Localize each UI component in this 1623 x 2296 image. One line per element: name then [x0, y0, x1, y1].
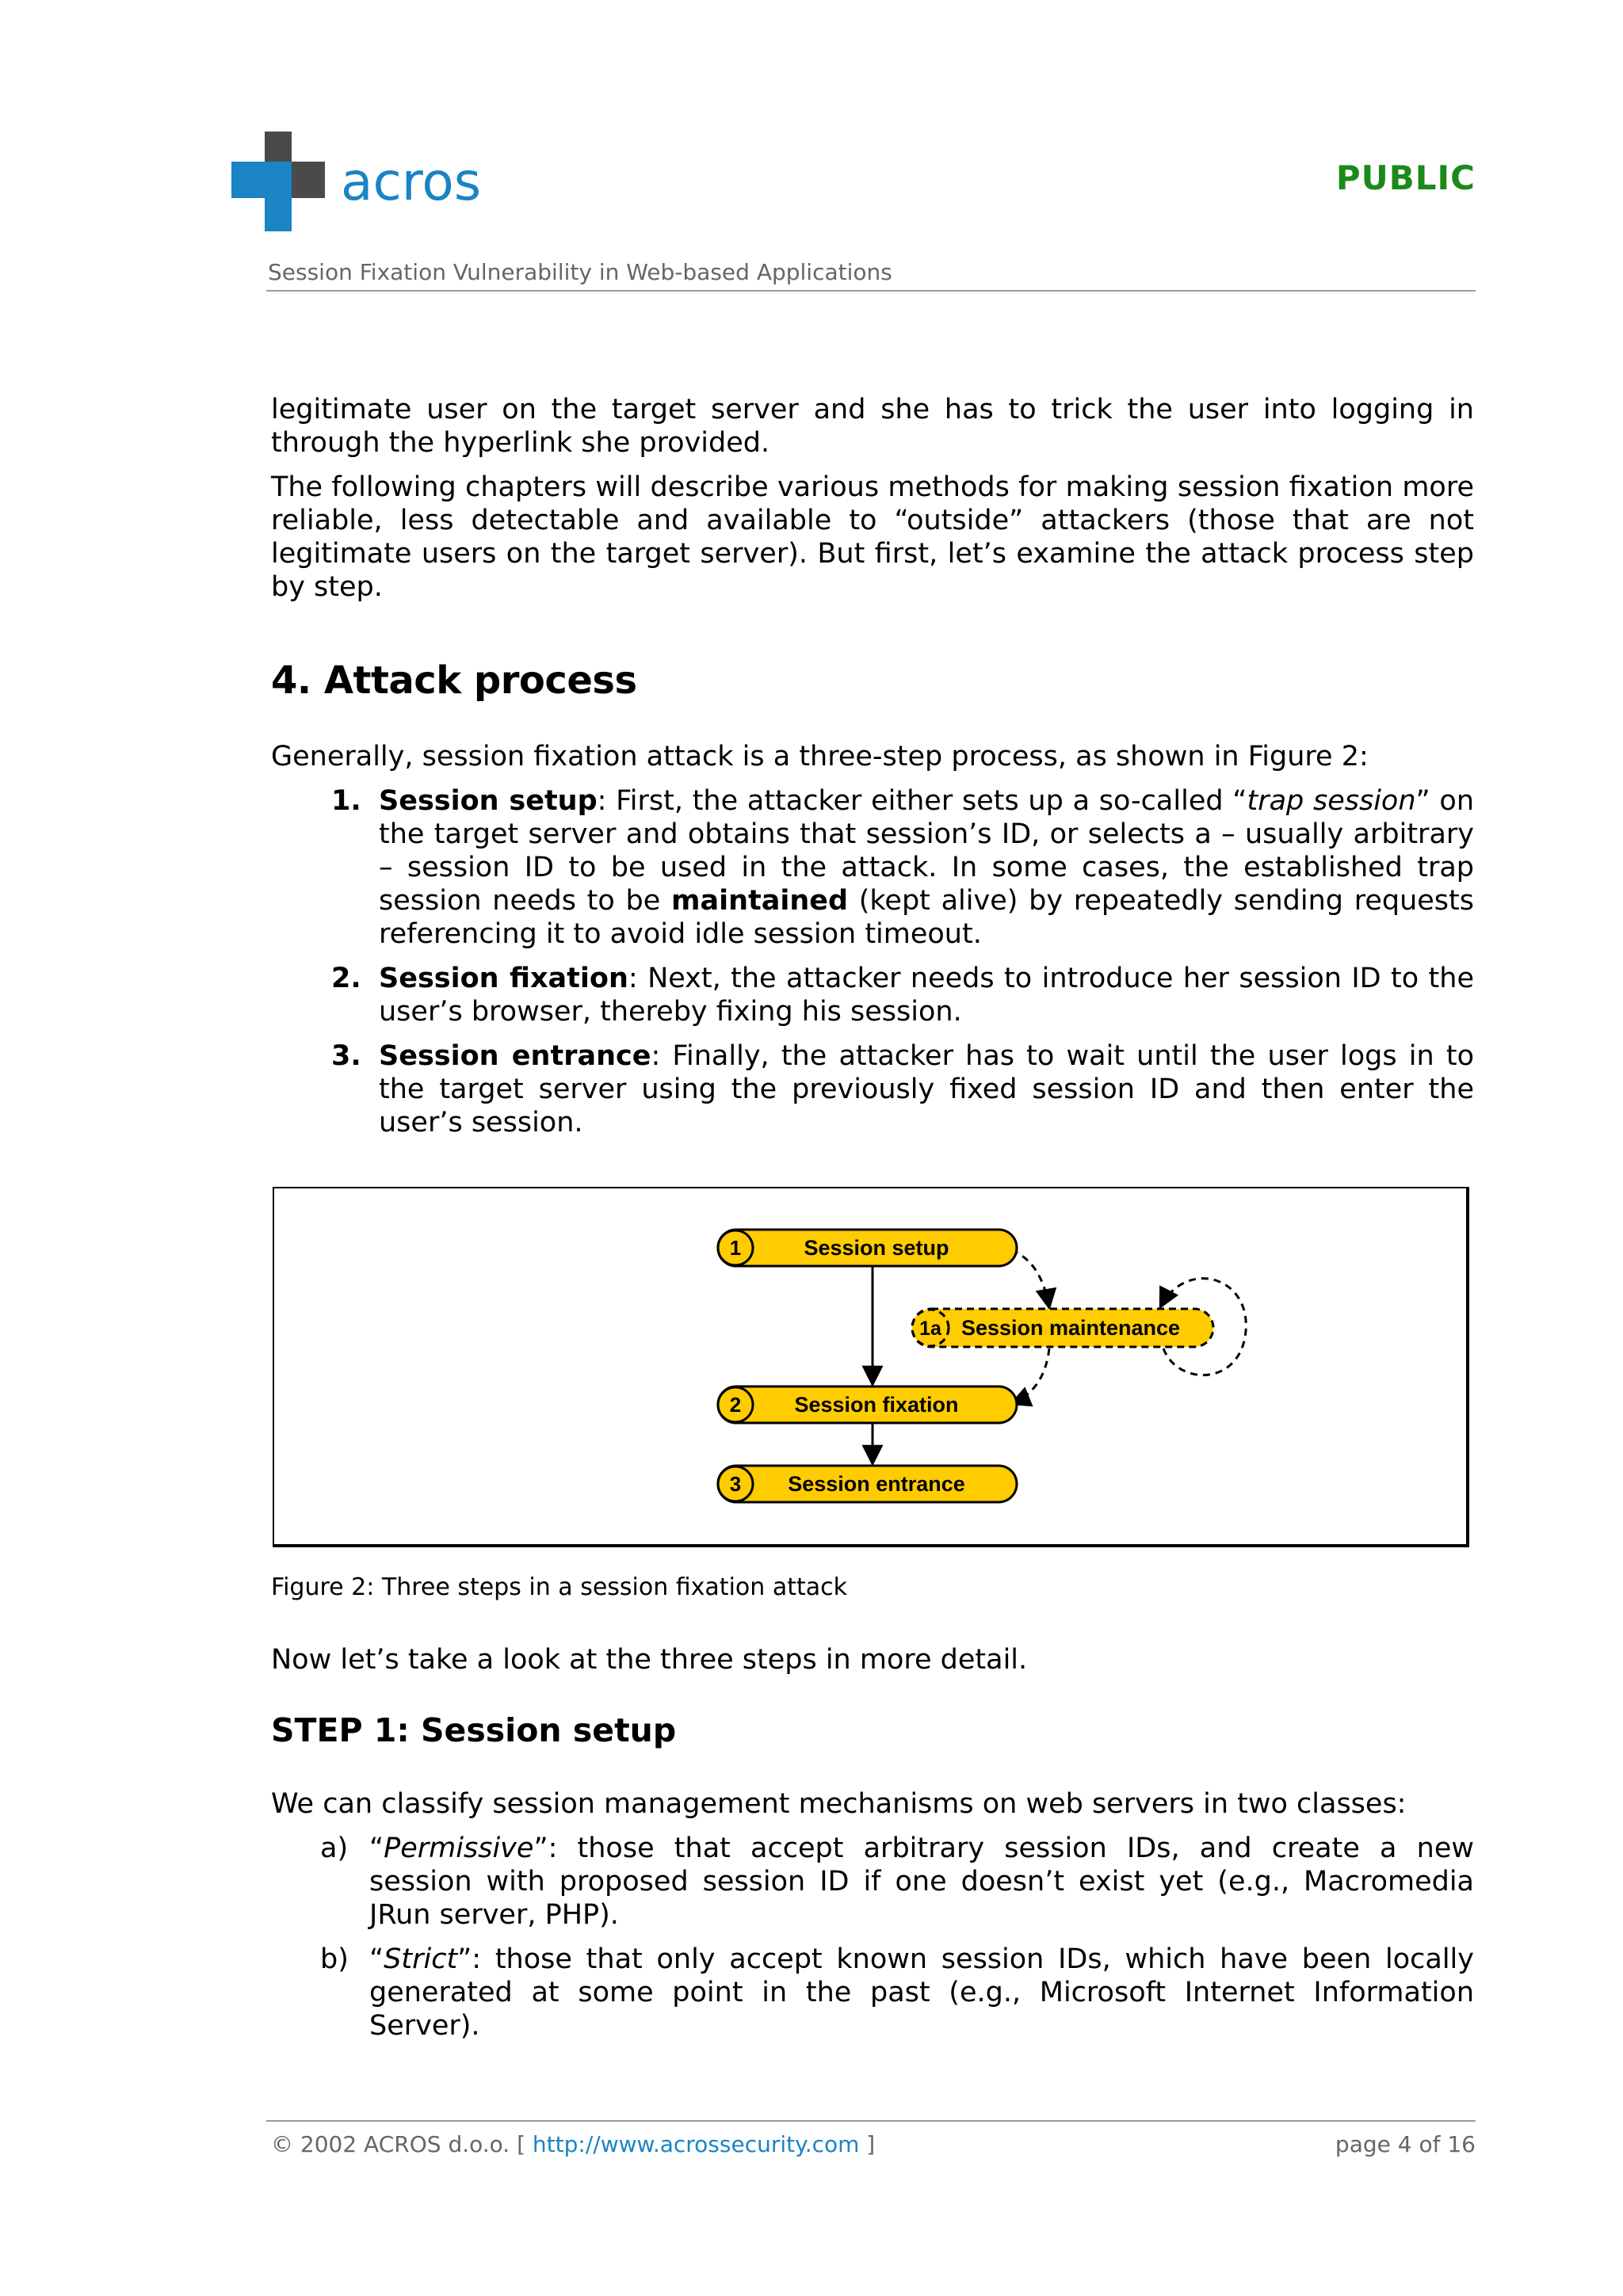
- class-name: Strict: [384, 1943, 458, 1975]
- step-text: : First, the attacker either sets up a so-called “: [597, 785, 1247, 817]
- footer-rule: [266, 2120, 1476, 2122]
- step-text: ” on the target server and obtains that session’s ID, or selects a – usually arbitrary – session ID to be used in the attack. In some cases, the established trap session needs to be: [379, 785, 1474, 917]
- website-link[interactable]: http://www.acrossecurity.com: [532, 2131, 860, 2157]
- class-text: ”: those that accept arbitrary session IDs, and create a new session with proposed session ID if one doesn’t exist yet (e.g., Macromedia JRun server, PHP).: [369, 1833, 1474, 1931]
- paragraph-line: legitimate user on the target server and she has to trick the user into logging in: [271, 394, 1474, 425]
- step-strong: maintained: [670, 885, 849, 917]
- figure-frame: [273, 1187, 1469, 1547]
- footer-copyright: [271, 2131, 875, 2157]
- list-letter: b): [320, 1943, 349, 1975]
- page-number: page 4 of 16: [1335, 2131, 1476, 2157]
- attack-flow-diagram: [274, 1188, 1466, 1544]
- node-session-entrance: [718, 1466, 1017, 1502]
- step-title: Session fixation: [379, 963, 628, 994]
- list-item: [320, 1832, 1474, 1932]
- step-text: : Next, the attacker needs to introduce her session ID to the user’s browser, thereby fixing his session.: [379, 963, 1474, 1028]
- paragraph-chapters: The following chapters will describe various methods for making session fixation more reliable, less detectable and available to “outside” attackers (those that are not legitimate users on the target server). But first, let’s examine the attack process step by step.: [271, 471, 1474, 603]
- node-label: Session entrance: [788, 1472, 965, 1496]
- list-item: [331, 1039, 1474, 1139]
- quote-mark: “: [369, 1943, 384, 1975]
- list-number: 1.: [331, 785, 361, 817]
- node-label: Session maintenance: [960, 1316, 1181, 1340]
- node-badge: 1: [729, 1236, 742, 1260]
- section-heading: 4. Attack process: [271, 658, 637, 703]
- header-rule: [266, 290, 1476, 292]
- step-text: (kept alive) by repeatedly sending requests referencing it to avoid idle session timeout.: [379, 885, 1474, 950]
- logo-text: acros: [341, 151, 482, 212]
- subsection-heading: STEP 1: Session setup: [271, 1711, 677, 1749]
- acros-logo: [231, 132, 501, 231]
- attack-steps-list: [331, 784, 1474, 1150]
- list-number: 3.: [331, 1040, 361, 1072]
- bracket-close: ]: [859, 2131, 876, 2157]
- step-title: Session entrance: [379, 1040, 651, 1072]
- node-label: Session fixation: [794, 1393, 959, 1417]
- node-session-fixation: [718, 1386, 1017, 1423]
- step-emphasis: trap session: [1247, 785, 1416, 817]
- arrow-setup-to-maintenance: [1011, 1250, 1049, 1308]
- classification-label: PUBLIC: [1335, 158, 1476, 197]
- class-text: ”: those that only accept known session IDs, which have been locally generated at some point in the past (e.g., Microsoft Internet Information Server).: [369, 1943, 1474, 2042]
- copyright-text: © 2002 ACROS d.o.o. [: [271, 2131, 533, 2157]
- node-session-setup: [718, 1230, 1017, 1266]
- node-badge: 3: [729, 1472, 742, 1496]
- class-name: Permissive: [384, 1833, 534, 1864]
- paragraph-line: through the hyperlink she provided.: [271, 427, 770, 459]
- step-title: Session setup: [379, 785, 598, 817]
- paragraph-classes-intro: We can classify session management mechanisms on web servers in two classes:: [271, 1788, 1407, 1820]
- session-classes-list: [320, 1832, 1474, 2054]
- paragraph-after-figure: Now let’s take a look at the three steps in more detail.: [271, 1644, 1028, 1676]
- step-text: : Finally, the attacker has to wait until the user logs in to the target server using the previously fixed session ID and then enter the user’s session.: [379, 1040, 1474, 1138]
- quote-mark: “: [369, 1833, 384, 1864]
- list-item: [331, 962, 1474, 1028]
- list-letter: a): [320, 1833, 349, 1864]
- figure-caption: Figure 2: Three steps in a session fixation attack: [271, 1573, 847, 1601]
- list-item: [331, 784, 1474, 951]
- node-session-maintenance: [912, 1309, 1213, 1347]
- node-label: Session setup: [804, 1236, 949, 1260]
- node-badge: 1a: [919, 1318, 941, 1340]
- arrow-maintenance-to-fixation: [1011, 1348, 1049, 1404]
- list-number: 2.: [331, 963, 361, 994]
- list-item: [320, 1943, 1474, 2042]
- document-title: Session Fixation Vulnerability in Web-based Applications: [268, 259, 892, 285]
- paragraph-continuation: [271, 393, 1474, 460]
- paragraph-intro: Generally, session fixation attack is a three-step process, as shown in Figure 2:: [271, 741, 1369, 772]
- node-badge: 2: [729, 1393, 742, 1417]
